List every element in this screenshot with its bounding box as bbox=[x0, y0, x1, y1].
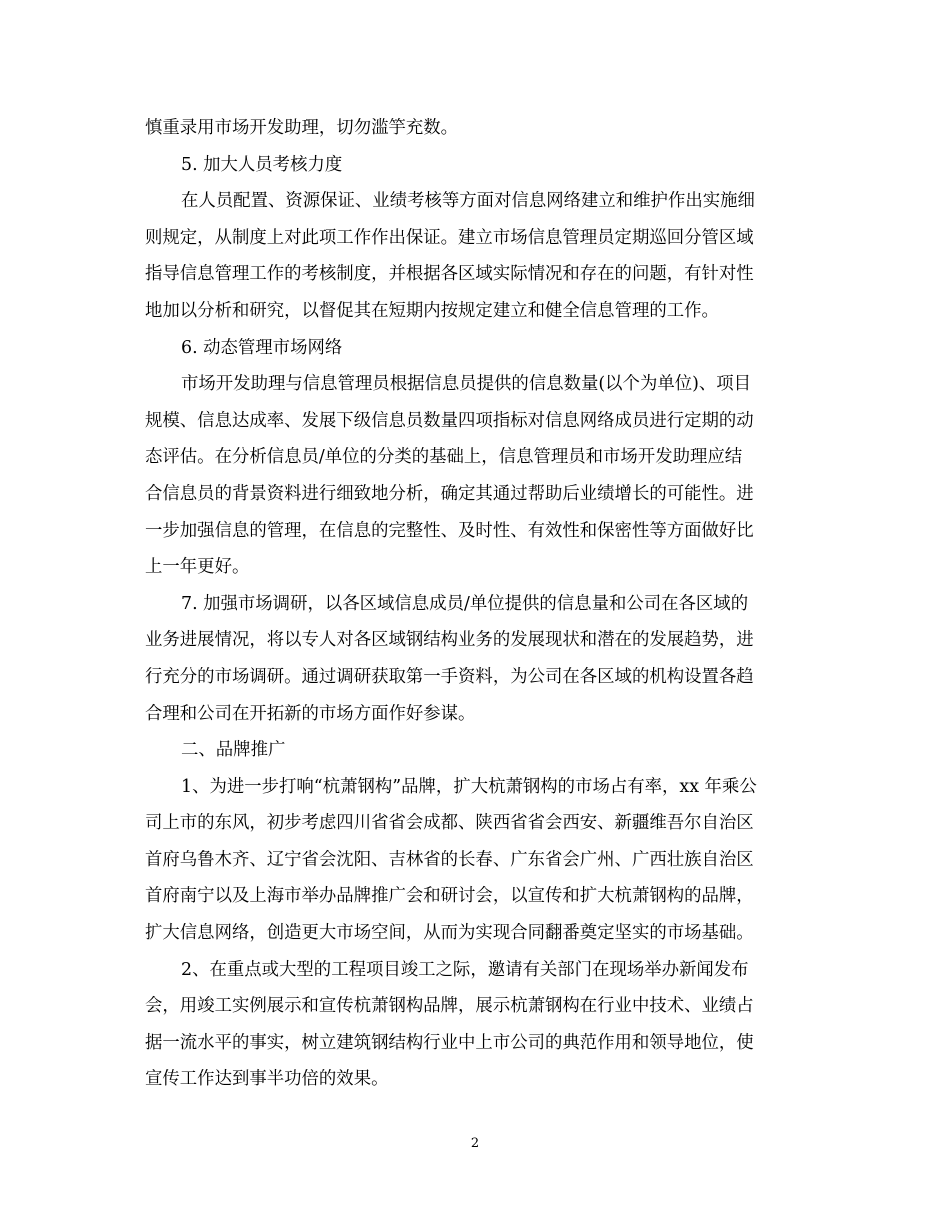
text-line: 扩大信息网络，创造更大市场空间，从而为实现合同翻番奠定坚实的市场基础。 bbox=[145, 923, 754, 944]
text-line: 慎重录用市场开发助理，切勿滥竽充数。 bbox=[145, 118, 459, 138]
text-line: 业务进展情况，将以专人对各区域钢结构业务的发展现状和潜在的发展趋势，进 bbox=[145, 630, 754, 651]
text-line: 一步加强信息的管理，在信息的完整性、及时性、有效性和保密性等方面做好比 bbox=[145, 520, 754, 541]
text-line: 宣传工作达到事半功倍的效果。 bbox=[145, 1069, 389, 1090]
text-line: 首府乌鲁木齐、辽宁省会沈阳、吉林省的长春、广东省会广州、广西壮族自治区 bbox=[145, 849, 754, 870]
text-line: 合理和公司在开拓新的市场方面作好参谋。 bbox=[145, 703, 476, 724]
text-line: 行充分的市场调研。通过调研获取第一手资料，为公司在各区域的机构设置各趋 bbox=[145, 666, 754, 687]
text-line: 首府南宁以及上海市举办品牌推广会和研讨会，以宣传和扩大杭萧钢构的品牌， bbox=[145, 886, 754, 907]
section-heading-6: 6. 动态管理市场网络 bbox=[181, 337, 343, 358]
text-line: 合信息员的背景资料进行细致地分析，确定其通过帮助后业绩增长的可能性。进 bbox=[145, 483, 754, 504]
text-line: 司上市的东风，初步考虑四川省省会成都、陕西省省会西安、新疆维吾尔自治区 bbox=[145, 813, 754, 834]
text-line: 态评估。在分析信息员/单位的分类的基础上，信息管理员和市场开发助理应结 bbox=[145, 447, 743, 468]
text-line: 据一流水平的事实，树立建筑钢结构行业中上市公司的典范作用和领导地位，使 bbox=[145, 1032, 754, 1053]
text-line: 地加以分析和研究，以督促其在短期内按规定建立和健全信息管理的工作。 bbox=[145, 300, 719, 321]
section-heading-brand: 二、品牌推广 bbox=[181, 740, 286, 761]
page-number: 2 bbox=[470, 1136, 480, 1151]
text-line: 7. 加强市场调研，以各区域信息成员/单位提供的信息量和公司在各区域的 bbox=[181, 593, 749, 614]
text-line: 指导信息管理工作的考核制度，并根据各区域实际情况和存在的问题，有针对性 bbox=[145, 264, 754, 285]
text-line: 市场开发助理与信息管理员根据信息员提供的信息数量(以个为单位)、项目 bbox=[181, 374, 752, 395]
text-line: 规模、信息达成率、发展下级信息员数量四项指标对信息网络成员进行定期的动 bbox=[145, 410, 754, 431]
text-line: 在人员配置、资源保证、业绩考核等方面对信息网络建立和维护作出实施细 bbox=[181, 191, 755, 212]
body-text bbox=[145, 110, 805, 1098]
section-heading-5: 5. 加大人员考核力度 bbox=[181, 154, 343, 175]
text-line: 会，用竣工实例展示和宣传杭萧钢构品牌，展示杭萧钢构在行业中技术、业绩占 bbox=[145, 996, 754, 1017]
text-line: 2、在重点或大型的工程项目竣工之际，邀请有关部门在现场举办新闻发布 bbox=[181, 959, 749, 980]
text-line: 1、为进一步打响“杭萧钢构”品牌，扩大杭萧钢构的市场占有率，xx 年乘公 bbox=[181, 776, 757, 797]
text-line: 则规定，从制度上对此项工作作出保证。建立市场信息管理员定期巡回分管区域 bbox=[145, 227, 754, 248]
text-line: 上一年更好。 bbox=[145, 557, 250, 578]
